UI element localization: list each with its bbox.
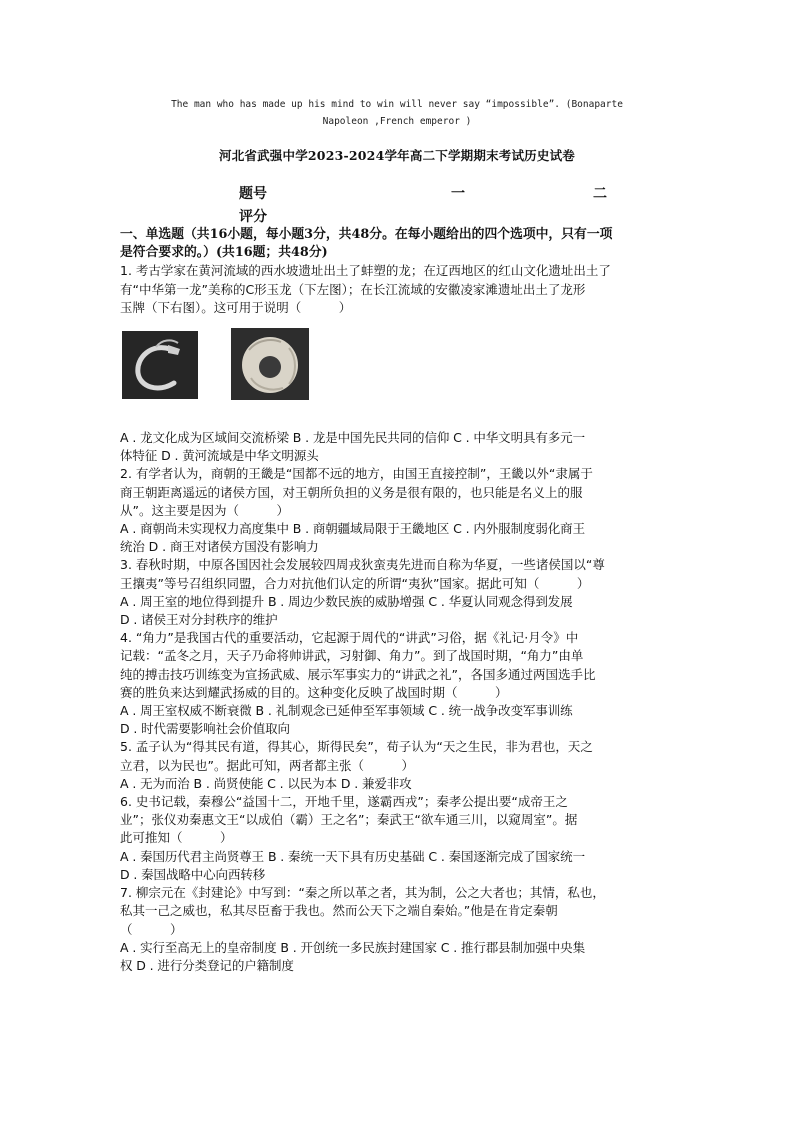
score-table-header-row xyxy=(239,183,659,206)
question-7-options-2: 权 D . 进行分类登记的户籍制度 xyxy=(120,957,294,973)
question-2 xyxy=(120,465,676,556)
score-col-part-one: 一 xyxy=(451,186,465,202)
question-5-stem-1: 5. 孟子认为“得其民有道，得其心，斯得民矣”，荀子认为“天之生民，非为君也，天之 xyxy=(120,739,593,755)
question-5 xyxy=(120,738,676,793)
question-6-stem-2: 业”；张仪劝秦惠文王“以成伯（霸）王之名”；秦武王“欲车通三川，以窥周室”。据 xyxy=(120,812,578,828)
score-col-part-two: 二 xyxy=(593,186,607,202)
question-4-options-1: A . 周王室权威不断衰微 B . 礼制观念已延伸至军事领域 C . 统一战争改变军事训练 xyxy=(120,703,573,719)
question-6 xyxy=(120,793,676,884)
score-col-question-number: 题号 xyxy=(239,186,267,202)
question-6-options-1: A . 秦国历代君主尚贤尊王 B . 秦统一天下具有历史基础 C . 秦国逐渐完成了国家统一 xyxy=(120,848,585,864)
section-heading-line-1: 一、单选题（共16小题，每小题3分，共48分。在每小题给出的四个选项中，只有一项 xyxy=(120,227,613,242)
c-shaped-jade-dragon-image xyxy=(122,331,198,399)
question-4-stem-4: 赛的胜负来达到耀武扬威的目的。这种变化反映了战国时期（ ） xyxy=(120,684,508,700)
question-1 xyxy=(120,262,676,465)
quote-line-2: Napoleon ,French emperor ) xyxy=(322,116,472,127)
score-row-label: 评分 xyxy=(239,209,267,225)
quote-line-1: The man who has made up his mind to win will never say “impossible”. (Bonaparte xyxy=(171,99,623,110)
question-4 xyxy=(120,629,676,738)
exam-title: 河北省武强中学2023-2024学年高二下学期期末考试历史试卷 xyxy=(219,148,575,163)
question-3-options-2: D . 诸侯王对分封秩序的维护 xyxy=(120,612,278,628)
question-7-options-1: A . 实行至高无上的皇帝制度 B . 开创统一多民族封建国家 C . 推行郡县制加强中央集 xyxy=(120,939,585,955)
question-2-options-2: 统治 D . 商王对诸侯方国没有影响力 xyxy=(120,539,319,555)
question-4-stem-1: 4. “角力”是我国古代的重要活动，它起源于周代的“讲武”习俗，据《礼记·月令》中 xyxy=(120,630,579,646)
question-1-stem-2: 有“中华第一龙”美称的C形玉龙（下左图）；在长江流域的安徽凌家滩遗址出土了龙形 xyxy=(120,281,586,297)
question-7-stem-2: 私其一己之威也，私其尽臣畜于我也。然而公天下之端自秦始。”他是在肯定秦朝 xyxy=(120,903,558,919)
question-1-images xyxy=(120,317,676,429)
question-1-stem-3: 玉牌（下右图）。这可用于说明（ ） xyxy=(120,299,352,315)
question-6-options-2: D . 秦国战略中心向西转移 xyxy=(120,866,266,882)
question-2-stem-1: 2. 有学者认为，商朝的王畿是“国都不远的地方，由国王直接控制”，王畿以外“隶属于 xyxy=(120,466,593,482)
question-3-stem-1: 3. 春秋时期，中原各国因社会发展较四周戎狄蛮夷先进而自称为华夏，一些诸侯国以“尊 xyxy=(120,557,605,573)
question-6-stem-3: 此可推知（ ） xyxy=(120,830,233,846)
question-6-stem-1: 6. 史书记载，秦穆公“益国十二，开地千里，遂霸西戎”；秦孝公提出要“成帝王之 xyxy=(120,794,568,810)
dragon-jade-plaque-image xyxy=(231,328,309,400)
question-3-stem-2: 王攘夷”等号召组织同盟，合力对抗他们认定的所谓“夷狄”国家。据此可知（ ） xyxy=(120,575,590,591)
section-heading-line-2: 是符合要求的。）(共16题；共48分) xyxy=(120,245,328,261)
question-4-stem-2: 记载：“孟冬之月，天子乃命将帅讲武，习射御、角力”。到了战国时期，“角力”由单 xyxy=(120,648,584,664)
question-3 xyxy=(120,556,676,629)
exam-body xyxy=(120,226,676,975)
question-1-stem-1: 1. 考古学家在黄河流域的西水坡遗址出土了蚌塑的龙；在辽西地区的红山文化遗址出土了 xyxy=(120,263,611,279)
question-5-options-1: A . 无为而治 B . 尚贤使能 C . 以民为本 D . 兼爱非攻 xyxy=(120,775,412,791)
score-table xyxy=(239,183,659,229)
question-5-stem-2: 立君，以为民也”。据此可知，两者都主张（ ） xyxy=(120,757,414,773)
question-7-stem-1: 7. 柳宗元在《封建论》中写到：“秦之所以革之者，其为制，公之大者也；其情，私也， xyxy=(120,885,605,901)
question-7-stem-3: （ ） xyxy=(120,921,183,937)
header-quote xyxy=(120,96,674,130)
question-7 xyxy=(120,884,676,975)
question-2-stem-3: 从”。这主要是因为（ ） xyxy=(120,502,289,518)
question-3-options-1: A . 周王室的地位得到提升 B . 周边少数民族的威胁增强 C . 华夏认同观念得到发展 xyxy=(120,593,573,609)
question-4-options-2: D . 时代需要影响社会价值取向 xyxy=(120,721,290,737)
question-1-options-1: A . 龙文化成为区域间交流桥梁 B . 龙是中国先民共同的信仰 C . 中华文明具有多元一 xyxy=(120,430,585,446)
question-2-stem-2: 商王朝距离遥远的诸侯方国，对王朝所负担的义务是很有限的，也只能是名义上的服 xyxy=(120,484,583,500)
question-2-options-1: A . 商朝尚未实现权力高度集中 B . 商朝疆域局限于王畿地区 C . 内外服制度弱化商王 xyxy=(120,521,585,537)
question-1-options-2: 体特征 D . 黄河流域是中华文明源头 xyxy=(120,448,319,464)
question-4-stem-3: 纯的搏击技巧训练变为宣扬武威、展示军事实力的“讲武之礼”，各国多通过两国选手比 xyxy=(120,666,596,682)
